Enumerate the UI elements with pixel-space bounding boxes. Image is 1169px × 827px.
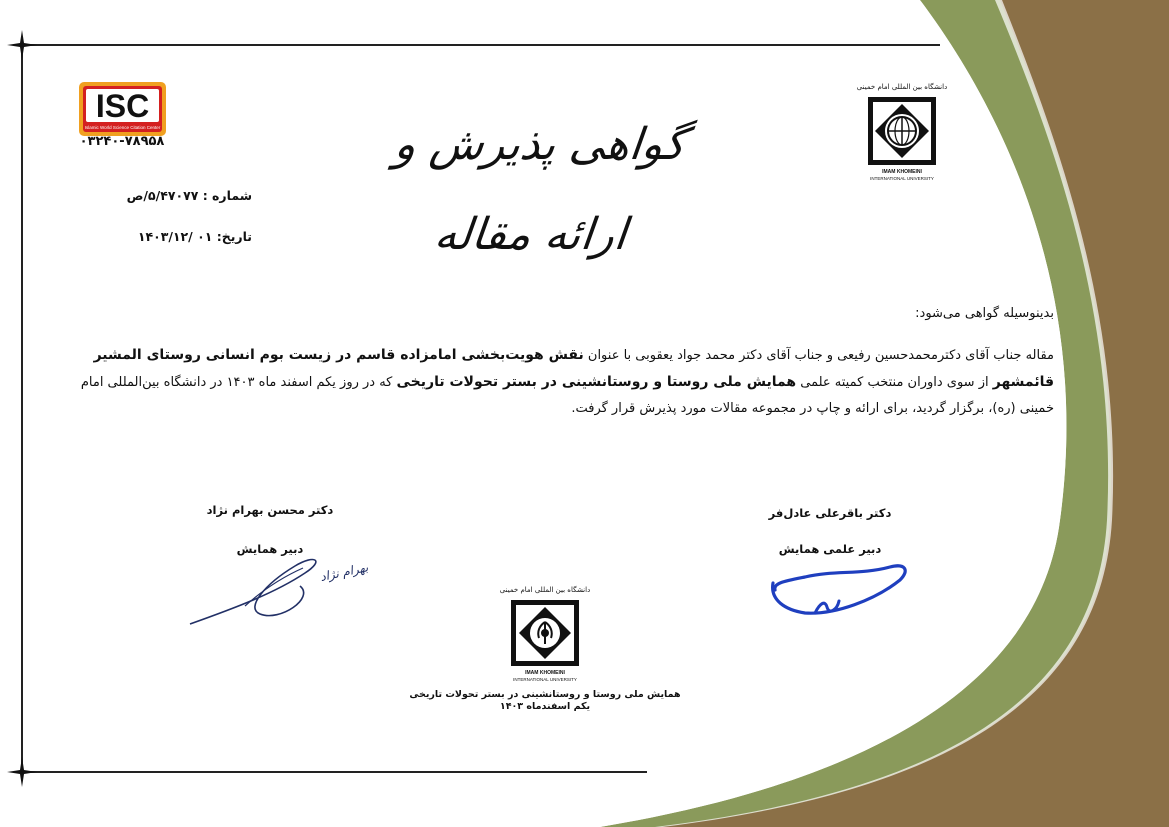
certificate-body	[72, 342, 1054, 422]
university-logo-text-en-1: IMAM KHOMEINI	[882, 169, 922, 175]
signature-left-text: بهرام نژاد	[318, 560, 370, 584]
body-part-3: که در روز یکم اسفند ماه ۱۴۰۳ در دانشگاه بین‌المللی امام خمینی (ره)، برگزار گردید، برای ارائه و چاپ در مجموعه مقالات مورد پذیرش قرار گرفت.	[80, 375, 1054, 416]
signatory-right-name: دکتر باقرعلی عادل‌فر	[768, 506, 892, 520]
reference-date: تاریخ: ۰۱ /۱۴۰۳/۱۲	[137, 229, 252, 244]
isc-logo-text: ISC	[95, 88, 150, 124]
university-logo	[856, 77, 948, 185]
university-logo-text-fa: دانشگاه بین المللی امام خمینی	[856, 83, 948, 91]
signature-left	[185, 548, 375, 630]
signature-right	[765, 555, 915, 630]
article-title: نقش هویت‌بخشی امامزاده قاسم در زیست بوم انسانی روستای المشیر قائمشهر	[93, 347, 1054, 390]
university-logo-bottom-text-fa: دانشگاه بین المللی امام خمینی	[499, 586, 591, 594]
frame-left-line	[21, 46, 23, 771]
frame-bottom-line	[22, 771, 647, 773]
isc-logo-subtext: Islamic World Science Citation Center	[84, 125, 161, 130]
university-logo-bottom	[499, 580, 591, 686]
event-caption	[400, 689, 690, 713]
university-logo-bottom-text-en-2: INTERNATIONAL UNIVERSITY	[513, 677, 577, 682]
frame-top-line	[22, 44, 940, 46]
event-caption-line2: یکم اسفندماه ۱۴۰۳	[499, 701, 591, 712]
signatory-left-role: دبیر همایش	[236, 542, 304, 556]
university-logo-text-en-2: INTERNATIONAL UNIVERSITY	[870, 176, 934, 181]
university-logo-bottom-text-en-1: IMAM KHOMEINI	[525, 670, 565, 676]
greeting-text: بدینوسیله گواهی می‌شود:	[915, 306, 1054, 321]
corner-star-icon	[7, 757, 37, 787]
body-part-2: از سوی داوران منتخب کمیته علمی	[796, 375, 993, 390]
signatory-right-role: دبیر علمی همایش	[778, 542, 882, 556]
signatory-left-name: دکتر محسن بهرام نژاد	[206, 503, 334, 517]
isc-code: ۰۳۲۴۰-۷۸۹۵۸	[79, 134, 165, 149]
certificate-title: گواهی پذیرش و ارائه مقاله	[392, 119, 689, 260]
isc-logo	[79, 82, 166, 136]
body-part-1: مقاله جناب آقای دکترمحمدحسین رفیعی و جناب آقای دکتر محمد جواد یعقوبی با عنوان	[583, 348, 1054, 363]
reference-number: شماره : ۵/۴۷۰۷۷/ص	[126, 188, 252, 203]
event-caption-line1: همایش ملی روستا و روستانشینی در بستر تحولات تاریخی	[409, 689, 681, 700]
corner-star-icon	[7, 30, 37, 60]
event-name: همایش ملی روستا و روستانشینی در بستر تحولات تاریخی	[396, 374, 797, 390]
